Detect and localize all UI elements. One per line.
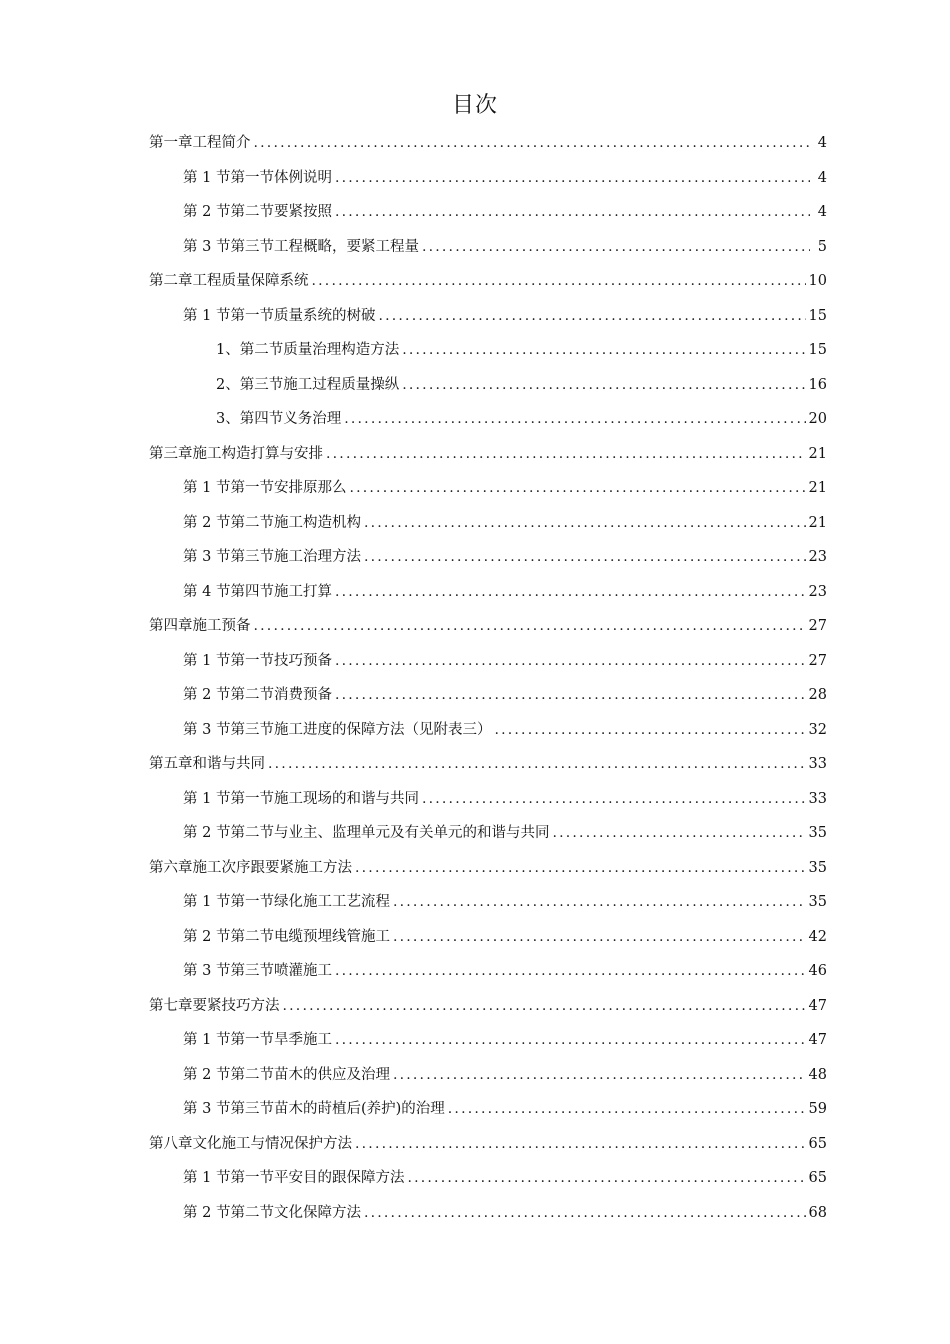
toc-page-number: 33 — [808, 756, 827, 772]
toc-entry-text: 第 1 节第一节旱季施工 — [183, 1032, 332, 1048]
toc-page-number: 16 — [808, 376, 827, 393]
toc-page-number: 4 — [817, 135, 827, 151]
toc-dot-leader — [335, 678, 806, 713]
toc-entry-text: 第 1 节第一节平安目的跟保障方法 — [183, 1170, 405, 1186]
toc-page-number: 35 — [808, 825, 827, 841]
toc-dot-leader — [378, 299, 805, 334]
toc-entry[interactable] — [149, 1127, 827, 1162]
toc-entry-text: 第 1 节第一节体例说明 — [183, 169, 332, 186]
toc-dot-leader — [268, 747, 806, 782]
toc-entry-text: 第 3 节第三节喷灌施工 — [183, 963, 332, 979]
toc-dot-leader — [552, 816, 805, 851]
toc-page-number: 47 — [808, 997, 827, 1014]
toc-dot-leader — [364, 540, 806, 575]
toc-dot-leader — [393, 920, 806, 955]
toc-page-number: 32 — [808, 721, 827, 738]
toc-entry-text: 第七章要紧技巧方法 — [149, 997, 280, 1014]
toc-entry-text: 第 2 节第二节要紧按照 — [183, 204, 332, 220]
toc-entry[interactable] — [149, 402, 827, 437]
toc-page-number: 42 — [808, 928, 827, 945]
toc-entry-text: 第五章和谐与共同 — [149, 756, 265, 772]
toc-entry[interactable] — [149, 471, 827, 506]
toc-dot-leader — [422, 230, 810, 265]
toc-page-number: 27 — [808, 618, 827, 634]
toc-entry[interactable] — [149, 333, 827, 368]
toc-page-number: 59 — [808, 1101, 827, 1117]
toc-entry-text: 第 1 节第一节安排原那么 — [183, 480, 347, 496]
toc-entry-text: 第 1 节第一节技巧预备 — [183, 652, 332, 669]
toc-entry[interactable] — [149, 575, 827, 610]
toc-entry-text: 第四章施工预备 — [149, 618, 251, 634]
toc-page-number: 33 — [808, 790, 827, 807]
toc-entry-text: 第 2 节第二节电缆预埋线管施工 — [183, 928, 390, 945]
toc-page-number: 4 — [817, 204, 827, 220]
toc-entry[interactable] — [149, 195, 827, 230]
toc-entry-text: 第 2 节第二节苗木的供应及治理 — [183, 1066, 390, 1083]
toc-entry-text: 第一章工程简介 — [149, 135, 251, 151]
toc-page-number: 4 — [817, 169, 827, 186]
toc-entry-text: 第 1 节第一节质量系统的树破 — [183, 307, 376, 324]
toc-entry[interactable] — [149, 644, 827, 679]
toc-page-number: 35 — [808, 894, 827, 910]
toc-entry[interactable] — [149, 230, 827, 265]
toc-entry[interactable] — [149, 1023, 827, 1058]
toc-entry[interactable] — [149, 1161, 827, 1196]
toc-entry-text: 2、第三节施工过程质量操纵 — [216, 376, 400, 393]
toc-page-number: 21 — [808, 514, 827, 531]
toc-entry[interactable] — [149, 506, 827, 541]
toc-entry[interactable] — [149, 816, 827, 851]
toc-dot-leader — [393, 1058, 806, 1093]
toc-entry-text: 第 2 节第二节消费预备 — [183, 687, 332, 703]
toc-dot-leader — [402, 368, 805, 403]
toc-entry-text: 第 4 节第四节施工打算 — [183, 583, 332, 600]
toc-dot-leader — [349, 471, 805, 506]
toc-entry[interactable] — [149, 126, 827, 161]
toc-entry-text: 第 1 节第一节绿化施工工艺流程 — [183, 894, 390, 910]
toc-entry-text: 第 3 节第三节施工治理方法 — [183, 549, 361, 565]
toc-entry[interactable] — [149, 885, 827, 920]
toc-entry-text: 第八章文化施工与情况保护方法 — [149, 1135, 352, 1152]
toc-entry-text: 第 3 节第三节苗木的莳植后(养护)的治理 — [183, 1101, 445, 1117]
toc-entry[interactable] — [149, 609, 827, 644]
toc-dot-leader — [407, 1161, 805, 1196]
toc-entry-text: 3、第四节义务治理 — [216, 411, 342, 427]
toc-entry[interactable] — [149, 782, 827, 817]
toc-page-number: 5 — [817, 238, 827, 255]
toc-entry[interactable] — [149, 989, 827, 1024]
toc-page-number: 28 — [808, 687, 827, 703]
toc-page-number: 21 — [808, 480, 827, 496]
toc-dot-leader — [422, 782, 806, 817]
toc-dot-leader — [312, 264, 806, 299]
toc-entry-text: 第 2 节第二节文化保障方法 — [183, 1204, 361, 1221]
toc-entry-text: 第 3 节第三节施工进度的保障方法（见附表三） — [183, 721, 492, 738]
toc-dot-leader — [326, 437, 806, 472]
toc-page-number: 23 — [808, 583, 827, 600]
toc-page-number: 46 — [808, 963, 827, 979]
toc-dot-leader — [355, 1127, 806, 1162]
toc-entry[interactable] — [149, 540, 827, 575]
toc-entry[interactable] — [149, 437, 827, 472]
toc-dot-leader — [283, 989, 806, 1024]
toc-entry[interactable] — [149, 920, 827, 955]
toc-dot-leader — [344, 402, 805, 437]
toc-page-number: 10 — [808, 273, 827, 289]
toc-dot-leader — [355, 851, 806, 886]
toc-page-number: 27 — [808, 652, 827, 669]
toc-page-number: 35 — [808, 859, 827, 876]
toc-entry[interactable] — [149, 678, 827, 713]
toc-page-number: 68 — [808, 1204, 827, 1221]
toc-dot-leader — [364, 506, 806, 541]
toc-entry-text: 第 3 节第三节工程概略，要紧工程量 — [183, 238, 419, 255]
toc-entry[interactable] — [149, 747, 827, 782]
toc-dot-leader — [448, 1092, 806, 1127]
toc-entry[interactable] — [149, 264, 827, 299]
table-of-contents — [149, 126, 827, 1230]
toc-title: 目次 — [451, 93, 498, 118]
toc-dot-leader — [402, 333, 805, 368]
toc-page-number: 15 — [808, 342, 827, 358]
toc-entry-text: 第三章施工构造打算与安排 — [149, 445, 323, 462]
toc-dot-leader — [364, 1196, 806, 1231]
toc-page-number: 21 — [808, 445, 827, 462]
toc-entry[interactable] — [149, 299, 827, 334]
toc-entry[interactable] — [149, 1092, 827, 1127]
toc-entry[interactable] — [149, 954, 827, 989]
toc-dot-leader — [335, 195, 810, 230]
toc-dot-leader — [335, 161, 810, 196]
toc-entry-text: 第二章工程质量保障系统 — [149, 273, 309, 289]
toc-dot-leader — [494, 713, 805, 748]
toc-entry-text: 1、第二节质量治理构造方法 — [216, 342, 400, 358]
toc-page-number: 20 — [808, 411, 827, 427]
toc-page-number: 48 — [808, 1066, 827, 1083]
toc-dot-leader — [254, 126, 811, 161]
toc-entry-text: 第 1 节第一节施工现场的和谐与共同 — [183, 790, 419, 807]
toc-dot-leader — [254, 609, 806, 644]
toc-dot-leader — [335, 1023, 806, 1058]
toc-entry-text: 第 2 节第二节与业主、监理单元及有关单元的和谐与共同 — [183, 825, 550, 841]
toc-entry[interactable] — [149, 161, 827, 196]
toc-dot-leader — [393, 885, 806, 920]
toc-entry-text: 第 2 节第二节施工构造机构 — [183, 514, 361, 531]
toc-entry-text: 第六章施工次序跟要紧施工方法 — [149, 859, 352, 876]
toc-entry[interactable] — [149, 368, 827, 403]
toc-entry[interactable] — [149, 1058, 827, 1093]
toc-dot-leader — [335, 575, 806, 610]
toc-page-number: 47 — [808, 1032, 827, 1048]
toc-dot-leader — [335, 954, 806, 989]
toc-entry[interactable] — [149, 1196, 827, 1231]
toc-page-number: 15 — [808, 307, 827, 324]
toc-entry[interactable] — [149, 713, 827, 748]
toc-dot-leader — [335, 644, 806, 679]
toc-page-number: 23 — [808, 549, 827, 565]
toc-entry[interactable] — [149, 851, 827, 886]
toc-page-number: 65 — [808, 1170, 827, 1186]
toc-page-number: 65 — [808, 1135, 827, 1152]
